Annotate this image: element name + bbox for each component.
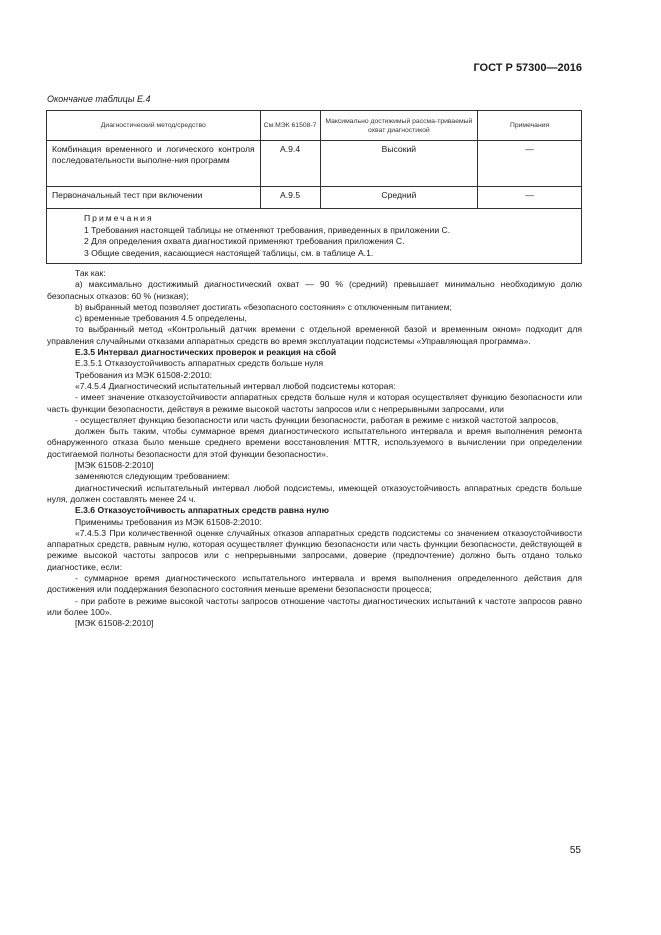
paragraph: - имеет значение отказоустойчивости аппаратных средств больше нуля и которая осуществляет функцию безопасности или часть функции безопасности, действуя в режиме высокой частоты запросов или с непрерывными запросами, или — [47, 392, 582, 414]
paragraph: должен быть таким, чтобы суммарное время диагностического испытательного интервала и время выполнения ремонта обнаруженного отказа было меньше среднего времени восстановления MTTR, используемого в вычислении при определении достигаемой полноты безопасности для этой функции безопасности». — [47, 426, 582, 459]
table-notes-row — [47, 209, 582, 264]
paragraph: [МЭК 61508-2:2010] — [75, 460, 154, 471]
paragraph: Так как: — [75, 268, 106, 278]
table-cell: — — [478, 187, 582, 209]
paragraph: «7.4.5.4 Диагностический испытательный интервал любой подсистемы которая: — [75, 380, 396, 391]
table-cell: Средний — [320, 187, 478, 209]
table-cell: Высокий — [320, 141, 478, 187]
paragraph: с) временные требования 4.5 определены, — [75, 313, 247, 324]
note-item: 2 Для определения охвата диагностикой применяют требования приложения С. — [84, 236, 405, 246]
table-cell: Первоначальный тест при включении — [47, 187, 261, 209]
table-header-row — [47, 111, 582, 141]
paragraph: b) выбранный метод позволяет достигать «безопасного состояния» с отключенным питанием; — [75, 301, 452, 312]
paragraph: диагностический испытательный интервал любой подсистемы, имеющей отказоустойчивость аппаратных средств больше нуля, должен составлять менее 24 ч. — [47, 482, 582, 504]
body-text — [47, 268, 582, 630]
paragraph: - суммарное время диагностического испытательного интервала и время выполнения определенного действия для достижения или поддержания безопасного состояния меньше времени безопасности процесса; — [47, 573, 582, 595]
page-number: 55 — [569, 845, 581, 856]
paragraph: то выбранный метод «Контрольный датчик времени с отдельной временной базой и временным окном» подходит для управления случайными отказами аппаратных средств во время эксплуатации подсистемы «Управляющая программа». — [47, 324, 582, 346]
paragraph: - осуществляет функцию безопасности или часть функции безопасности, работая в режиме с низкой частотой запросов, — [75, 414, 559, 425]
table-header-cell: Диагностический метод/средство — [47, 111, 261, 141]
note-item: 3 Общие сведения, касающиеся настоящей таблицы, см. в таблице А.1. — [84, 247, 374, 258]
section-heading: Е.3.6 Отказоустойчивость аппаратных средств равна нулю — [75, 505, 329, 516]
paragraph: Требования из МЭК 61508-2:2010: — [75, 369, 213, 380]
paragraph: Применимы требования из МЭК 61508-2:2010: — [75, 516, 262, 527]
table-header-cell: Примечания — [478, 111, 582, 141]
paragraph: - при работе в режиме высокой частоты запросов отношение частоты диагностических испытаний к частоте запросов равно или более 100». — [47, 595, 582, 617]
section-heading: Е.3.5 Интервал диагностических проверок и реакция на сбой — [75, 347, 337, 358]
paragraph: а) максимально достижимый диагностический охват — 90 % (средний) превышает минимально необходимую долю безопасных отказов: 60 % (низкая); — [47, 279, 582, 301]
table-header-cell: См.МЭК 61508-7 — [260, 111, 320, 141]
paragraph: заменяются следующим требованием: — [75, 471, 231, 482]
diagnostics-table — [46, 110, 582, 264]
table-cell: — — [478, 141, 582, 187]
note-item: 1 Требования настоящей таблицы не отменяют требования, приведенных в приложении С. — [84, 224, 451, 235]
paragraph: [МЭК 61508-2:2010] — [75, 618, 154, 629]
table-caption: Окончание таблицы Е.4 — [47, 94, 151, 104]
table-row — [47, 187, 582, 209]
table-notes — [47, 209, 582, 264]
table-header-cell: Максимально достижимый рассма-триваемый охват диагностикой — [320, 111, 478, 141]
table-row — [47, 141, 582, 187]
table-cell: Комбинация временного и логического контроля последовательности выполне-ния программ — [47, 141, 261, 187]
table-cell: А.9.4 — [260, 141, 320, 187]
notes-title: Примечания — [84, 213, 154, 223]
paragraph: «7.4.5.3 При количественной оценке случайных отказов аппаратных средств подсистемы со значением отказоустойчивости аппаратных средств, равным нулю, которая осуществляет функцию безопасности или часть функции безопасности, действующей в режиме высокой частоты запросов или с непрерывными запросами, доверие (предпочтение) должно быть отдано только диагностике, если: — [47, 527, 582, 572]
paragraph: Е.3.5.1 Отказоустойчивость аппаратных средств больше нуля — [75, 358, 324, 369]
document-header: ГОСТ Р 57300—2016 — [473, 62, 582, 74]
table-cell: А.9.5 — [260, 187, 320, 209]
